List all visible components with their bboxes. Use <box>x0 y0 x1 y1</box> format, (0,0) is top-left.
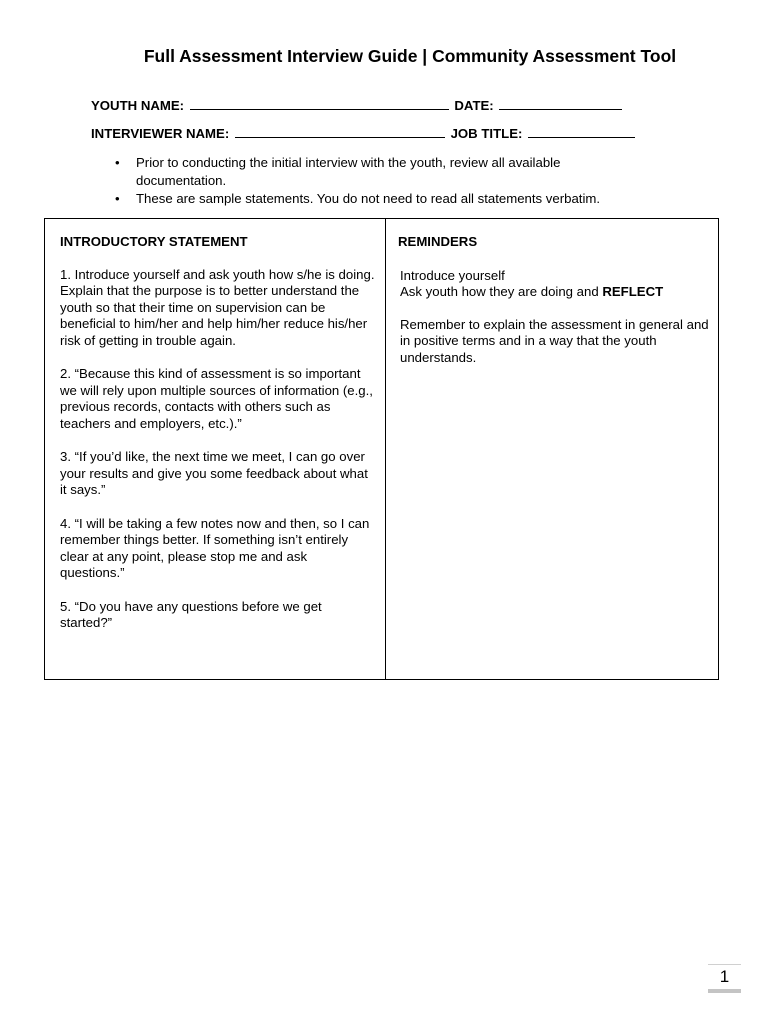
statement-item: 3. “If you’d like, the next time we meet, I can go over your results and give you some feedback about what it says.” <box>60 449 368 497</box>
introductory-statement-header: INTRODUCTORY STATEMENT <box>60 234 248 249</box>
reminder-line: Ask youth how they are doing and <box>400 284 599 299</box>
youth-name-label: YOUTH NAME: <box>91 98 185 113</box>
job-title-label: JOB TITLE: <box>450 126 523 141</box>
bullet-icon: • <box>115 155 120 170</box>
interview-table <box>44 218 719 680</box>
document-title: Full Assessment Interview Guide | Community Assessment Tool <box>143 46 677 66</box>
introductory-statement-column <box>60 234 375 649</box>
reflect-keyword: REFLECT <box>602 284 664 299</box>
statement-item: 4. “I will be taking a few notes now and then, so I can remember things better. If something isn’t entirely clear at any point, please stop me and ask questions.” <box>60 515 370 580</box>
job-title-field[interactable] <box>528 125 635 138</box>
date-field[interactable] <box>499 97 622 110</box>
list-item: • These are sample statements. You do not need to read all statements verbatim. <box>115 191 601 206</box>
bullet-icon: • <box>115 191 120 206</box>
statement-item: 2. “Because this kind of assessment is so important we will rely upon multiple sources of information (e.g., previous records, contacts with others such as teachers and employers, etc.).” <box>60 366 373 431</box>
reminders-column <box>400 234 710 382</box>
reminder-item: Remember to explain the assessment in general and in positive terms and in a way that the youth understands. <box>400 316 709 365</box>
page-number-bar <box>708 989 741 993</box>
page-number: 1 <box>708 964 741 987</box>
interviewer-row <box>91 125 637 141</box>
reminder-line: Introduce yourself <box>400 267 505 283</box>
interviewer-name-label: INTERVIEWER NAME: <box>91 126 230 141</box>
interviewer-name-field[interactable] <box>235 125 445 138</box>
date-label: DATE: <box>454 98 494 113</box>
reminders-header: REMINDERS <box>398 234 478 249</box>
statement-item: 5. “Do you have any questions before we get started?” <box>60 598 322 630</box>
list-item: • Prior to conducting the initial interview with the youth, review all available documentation. <box>115 155 561 188</box>
column-divider <box>385 219 386 679</box>
instruction-list <box>112 154 632 208</box>
statement-item: 1. Introduce yourself and ask youth how s/he is doing. Explain that the purpose is to better understand the youth so that their time on supervision can be beneficial to him/her and help him/her reduce his/her risk of getting in trouble again. <box>60 266 375 348</box>
youth-name-row <box>91 97 624 113</box>
youth-name-field[interactable] <box>190 97 449 110</box>
reminder-item <box>400 268 710 301</box>
